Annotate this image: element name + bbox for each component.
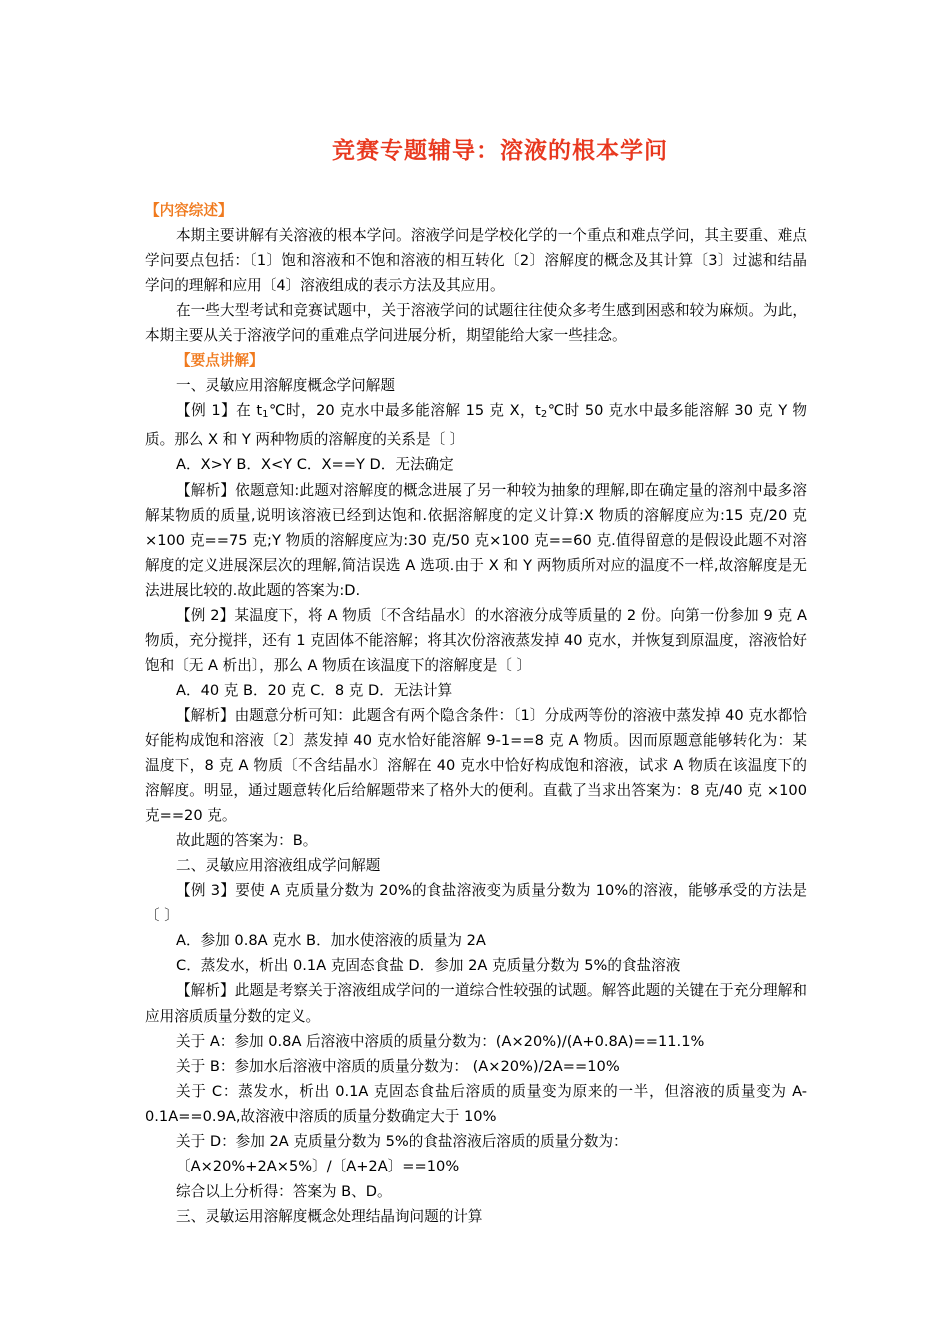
section-heading-2: 二、灵敏应用溶液组成学问解题	[176, 857, 381, 875]
example-1-options: A．X>Y B．X<Y C．X==Y D．无法确定	[176, 456, 454, 474]
example-3-answer: 综合以上分析得：答案为 B、D。	[176, 1182, 392, 1200]
example-3-option-c-analysis: 关于 C：蒸发水，析出 0.1A 克固态食盐后溶质的质量变为原来的一半，但溶液的质量变为 A-0.1A==0.9A,故溶液中溶质的质量分数确定大于 10%	[145, 1082, 807, 1125]
example-1-text-b: ℃时，20 克水中最多能溶解 15 克 X，t	[268, 402, 541, 420]
section-heading-1: 一、灵敏应用溶解度概念学问解题	[176, 377, 395, 395]
example-1-analysis: 【解析】依题意知:此题对溶解度的概念进展了另一种较为抽象的理解,即在确定量的溶剂中最多溶解某物质的质量,说明该溶液已经到达饱和.依据溶解度的定义计算:X 物质的溶解度应为:15 克/20 克×100 克==75 克;Y 物质的溶解度应为:30 克/50 克×100 克==60 克.值得留意的是假设此题不对溶解度的定义进展深层次的理解,简洁误选 A 选项.由于 X 和 Y 两物质所对应的温度不一样,故溶解度是无法进展比较的.故此题的答案为:D.	[145, 481, 807, 599]
example-1-question	[145, 398, 807, 452]
example-3-formula: 〔A×20%+2A×5%〕/〔A+2A〕==10%	[176, 1157, 460, 1175]
example-3-options-cd: C．蒸发水，析出 0.1A 克固态食盐 D．参加 2A 克质量分数为 5%的食盐溶液	[176, 957, 681, 975]
example-2-analysis: 【解析】由题意分析可知：此题含有两个隐含条件：〔1〕分成两等份的溶液中蒸发掉 40 克水都恰好能构成饱和溶液〔2〕蒸发掉 40 克水恰好能溶解 9-1==8 克 A 物质。因而原题意能够转化为：某温度下，8 克 A 物质〔不含结晶水〕溶解在 40 克水中恰好构成饱和溶液，试求 A 物质在该温度下的溶解度。明显，通过题意转化后给解题带来了格外大的便利。直截了当求出答案为：8 克/40 克 ×100 克==20 克。	[145, 706, 807, 825]
subscript-2: 2	[540, 409, 548, 421]
example-2-question: 【例 2】某温度下，将 A 物质〔不含结晶水〕的水溶液分成等质量的 2 份。向第一份参加 9 克 A 物质，充分搅拌，还有 1 克固体不能溶解；将其次份溶液蒸发掉 40 克水，并恢复到原温度，溶液恰好饱和〔无 A 析出〕，那么 A 物质在该温度下的溶解度是〔 〕	[145, 606, 807, 674]
key-points-heading: 【要点讲解】	[176, 352, 264, 370]
example-2-answer: 故此题的答案为：B。	[176, 832, 318, 850]
document-body	[145, 198, 807, 1229]
example-1-text-a: 【例 1】在 t	[176, 402, 263, 420]
overview-heading: 【内容综述】	[145, 202, 233, 219]
page-title: 竞赛专题辅导：溶液的根本学问	[332, 138, 668, 164]
example-3-option-d-analysis: 关于 D：参加 2A 克质量分数为 5%的食盐溶液后溶质的质量分数为：	[176, 1132, 628, 1150]
example-1-text-c: ℃时 50 克水中最多能溶解 30 克 Y 物质。那么 X 和 Y 两种物质的溶解度的关系是〔 〕	[145, 402, 807, 449]
intro-paragraph: 本期主要讲解有关溶液的根本学问。溶液学问是学校化学的一个重点和难点学问，其主要重、难点学问要点包括：〔1〕饱和溶液和不饱和溶液的相互转化〔2〕溶解度的概念及其计算〔3〕过滤和结晶学问的理解和应用〔4〕溶液组成的表示方法及其应用。	[145, 227, 807, 295]
subscript-1: 1	[262, 409, 269, 421]
example-3-analysis: 【解析】此题是考察关于溶液组成学问的一道综合性较强的试题。解答此题的关键在于充分理解和应用溶质质量分数的定义。	[145, 982, 807, 1025]
section-heading-3: 三、灵敏运用溶解度概念处理结晶询问题的计算	[176, 1207, 483, 1225]
example-3-option-b-analysis: 关于 B：参加水后溶液中溶质的质量分数为： (A×20%)/2A==10%	[176, 1057, 620, 1075]
example-3-question: 【例 3】要使 A 克质量分数为 20%的食盐溶液变为质量分数为 10%的溶液，能够承受的方法是〔 〕	[145, 882, 807, 925]
intro-paragraph-2: 在一些大型考试和竞赛试题中，关于溶液学问的试题往往使众多考生感到困惑和较为麻烦。为此，本期主要从关于溶液学问的重难点学问进展分析，期望能给大家一些挂念。	[145, 302, 807, 345]
example-3-option-a-analysis: 关于 A：参加 0.8A 后溶液中溶质的质量分数为：(A×20%)/(A+0.8A)==11.1%	[176, 1032, 705, 1050]
example-3-options-ab: A．参加 0.8A 克水 B．加水使溶液的质量为 2A	[176, 932, 486, 950]
example-2-options: A．40 克 B．20 克 C．8 克 D．无法计算	[176, 681, 453, 699]
